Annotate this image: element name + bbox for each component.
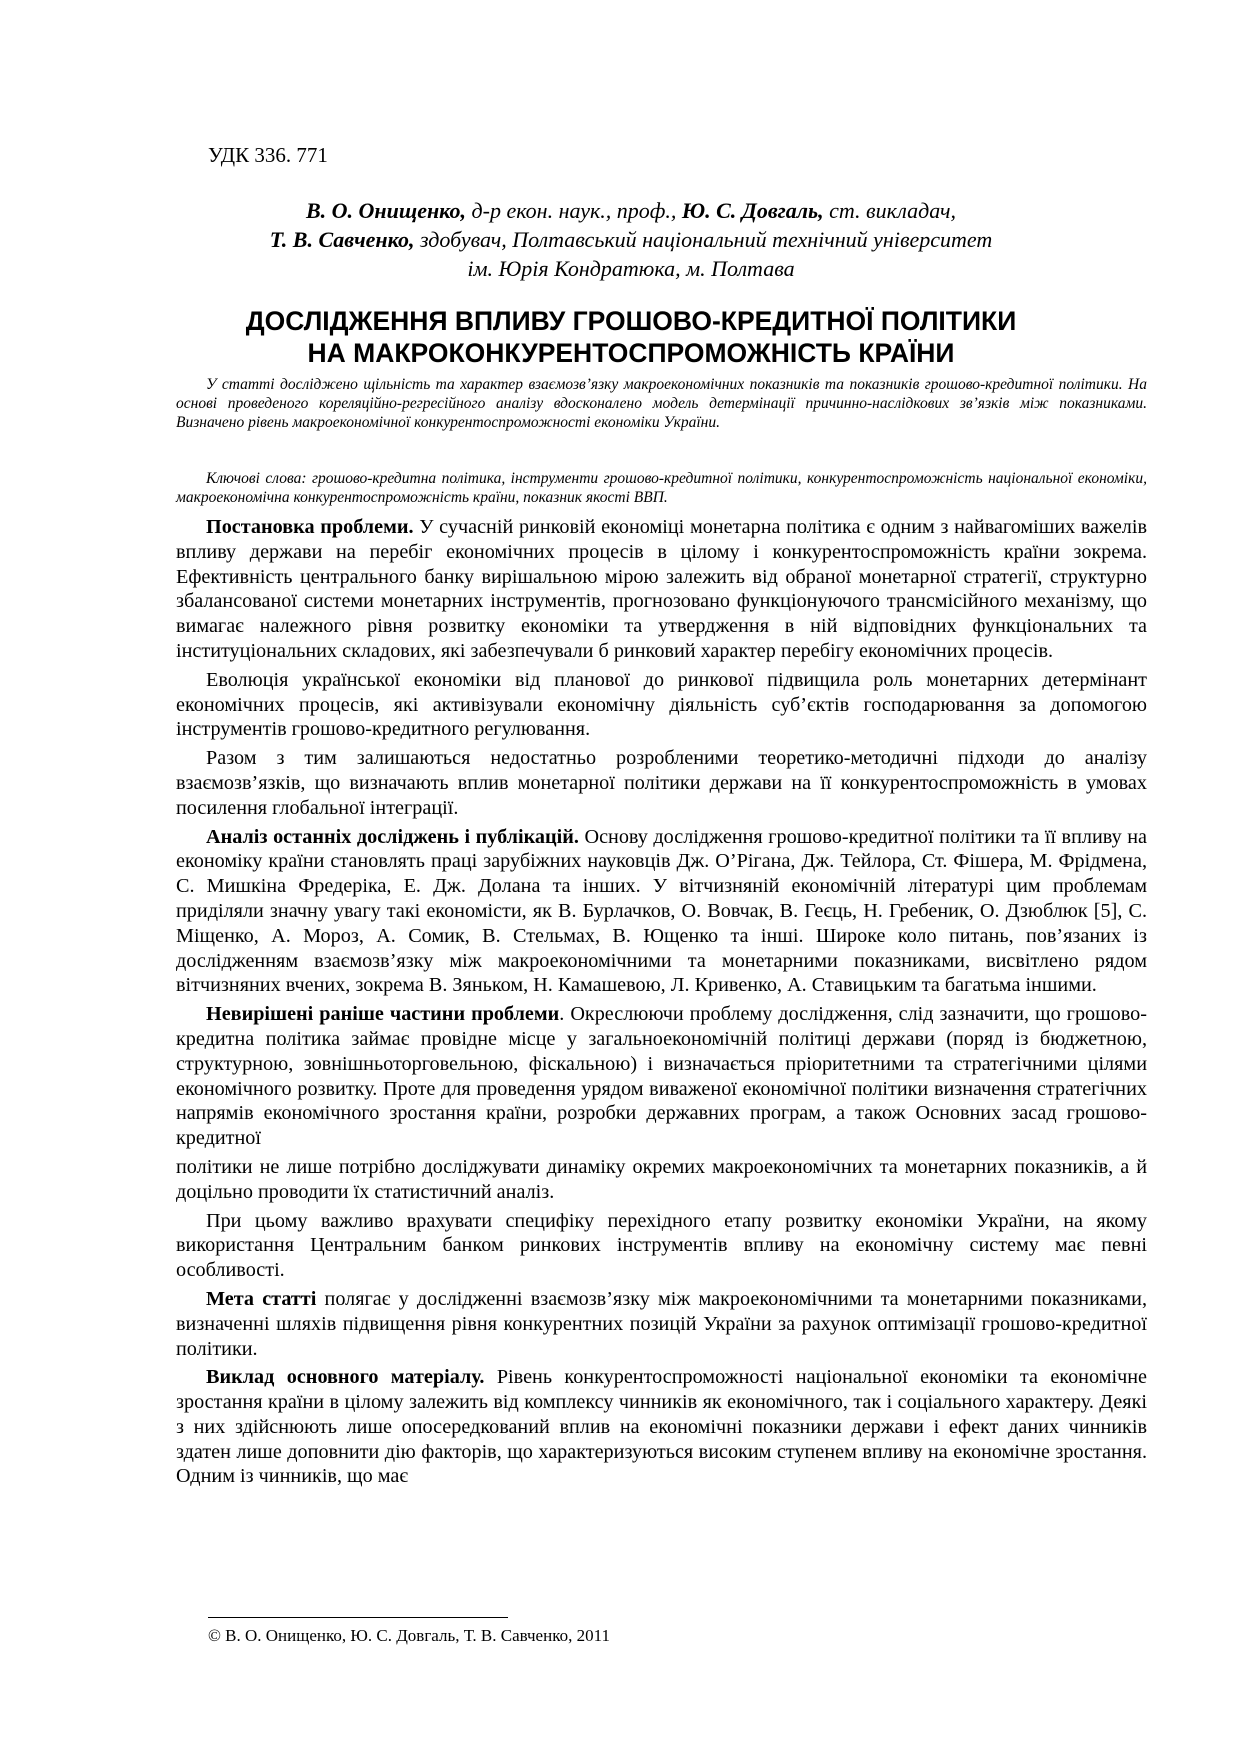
paragraph-text: Основу дослідження грошово-кредитної політики та її впливу на економіку країни становлять праці зарубіжних науковців Дж. О’Рігана, Дж. Тейлора, Ст. Фішера, М. Фрідмена, С. Мишкіна Фредеріка, Е. Дж. Долана та інших. У вітчизняній економічній літературі цим проблемам приділяли значну увагу такі економісти, як В. Бурлачков, О. Вовчак, В. Геєць, Н. Гребеник, О. Дзюблюк [5], С. Міщенко, А. Мороз, А. Сомик, В. Стельмах, В. Ющенко та інші. Широке коло питань, пов’язаних із дослідженням взаємозв’язку між макроекономічними та монетарними показниками, висвітлено рядом вітчизняних вчених, зокрема В. Зяньком, Н. Камашевою, Л. Кривенко, А. Ставицьким та багатьма іншими. (176, 825, 1147, 997)
paragraph-text: Рівень конкурентоспроможності національної економіки та економічне зростання країни в цілому залежить від комплексу чинників як економічного, так і соціального характеру. Деякі з них здійснюють лише опосередкований вплив на економічні показники держави і ефект даних чинників здатен лише доповнити дію факторів, що характеризуються високим ступенем впливу на економічне зростання. Одним із чинників, що має (176, 1366, 1147, 1488)
paragraph-unresolved-continued: політики не лише потрібно досліджувати динаміку окремих макроекономічних та монетарних показників, а й доцільно проводити їх статистичний аналіз. (176, 1155, 1147, 1203)
title-line-1: ДОСЛІДЖЕННЯ ВПЛИВУ ГРОШОВО-КРЕДИТНОЇ ПОЛІТИКИ (245, 306, 1017, 336)
heading-literature-review: Аналіз останніх досліджень і публікацій. (206, 825, 579, 848)
paragraph-main-material (176, 1365, 1147, 1489)
author-onyshchenko: В. О. Онищенко, (305, 198, 466, 223)
heading-problem-statement: Постановка проблеми. (206, 516, 414, 538)
paragraph-problem-statement (176, 515, 1147, 664)
paragraph-text: У сучасній ринковій економіці монетарна політика є одним з найвагоміших важелів впливу держави на перебіг економічних процесів в цілому і конкурентоспроможність країни зокрема. Ефективність центрального банку вирішальною мірою залежить від обраної монетарної стратегії, структурно збалансованої системи монетарних інструментів, прогнозовано функціонуючого трансмісійного механізму, що вимагає належного рівня розвитку економіки та утвердження в ній відповідних функціональних та інституціональних складових, які забезпечували б ринковий характер перебігу економічних процесів. (176, 516, 1147, 662)
title-line-2: НА МАКРОКОНКУРЕНТОСПРОМОЖНІСТЬ КРАЇНИ (307, 338, 955, 368)
copyright-footnote: © В. О. Онищенко, Ю. С. Довгаль, Т. В. Савченко, 2011 (208, 1626, 610, 1645)
authors-block (176, 196, 1086, 283)
paragraph-evolution: Еволюція української економіки від планової до ринкової підвищила роль монетарних детермінант економічних процесів, які активізували економічну діяльність суб’єктів господарювання за допомогою інструментів грошово-кредитного регулювання. (176, 668, 1147, 741)
author-savchenko: Т. В. Савченко, (269, 227, 415, 252)
author-savchenko-title: здобувач, Полтавський національний технічний університет (414, 227, 993, 252)
paragraph-goal (176, 1287, 1147, 1361)
paragraph-text: . Окреслюючи проблему дослідження, слід зазначити, що грошово-кредитна політика займає провідне місце у загальноекономічній політиці держави (поряд із бюджетною, структурною, зовнішньоторговельною, фіскальною) і визначається пріоритетними та стратегічними цілями економічного розвитку. Проте для проведення урядом виваженої економічної політики визначення стратегічних напрямів економічного зростання країни, розробки державних програм, а також Основних засад грошово-кредитної (176, 1003, 1147, 1150)
author-dovhal-title: ст. викладач, (823, 198, 957, 223)
footnote-divider (208, 1617, 508, 1618)
article-title (176, 305, 1086, 369)
paragraph-transition: При цьому важливо врахувати специфіку перехідного етапу розвитку економіки України, на якому використання Центральним банком ринкових інструментів впливу на економічну систему має певні особливості. (176, 1209, 1147, 1282)
heading-unresolved: Невирішені раніше частини проблеми (206, 1003, 560, 1026)
keywords: Ключові слова: грошово-кредитна політика, інструменти грошово-кредитної політики, конкурентоспроможність національної економіки, макроекономічна конкурентоспроможність країни, показник якості ВВП. (176, 470, 1147, 506)
heading-main-material: Виклад основного матеріалу. (206, 1366, 485, 1389)
abstract: У статті досліджено щільність та характер взаємозв’язку макроекономічних показників та показників грошово-кредитної політики. На основі проведеного кореляційно-регресійного аналізу вдосконалено модель детермінації причинно-наслідкових зв’язків між показниками. Визначено рівень макроекономічної конкурентоспроможності економіки України. (176, 376, 1147, 431)
authors-line-2 (176, 225, 1086, 254)
heading-goal: Мета статті (206, 1287, 317, 1310)
paragraph-unresolved (176, 1002, 1147, 1151)
paragraph-text: полягає у дослідженні взаємозв’язку між макроекономічними та монетарними показниками, визначенні шляхів підвищення рівня конкурентних позицій України за рахунок оптимізації грошово-кредитної політики. (176, 1287, 1147, 1360)
authors-line-1 (176, 196, 1086, 225)
article-body (176, 515, 1147, 1493)
author-dovhal: Ю. С. Довгаль, (681, 198, 824, 223)
author-onyshchenko-title: д-р екон. наук., проф., (465, 198, 682, 223)
udc-code: УДК 336. 771 (208, 143, 328, 167)
paragraph-approaches: Разом з тим залишаються недостатньо розробленими теоретико-методичні підходи до аналізу взаємозв’язків, що визначають вплив монетарної політики держави на її конкурентоспроможність в умовах посилення глобальної інтеграції. (176, 747, 1147, 819)
paragraph-literature-review (176, 825, 1147, 999)
affiliation-line: ім. Юрія Кондратюка, м. Полтава (467, 256, 795, 281)
